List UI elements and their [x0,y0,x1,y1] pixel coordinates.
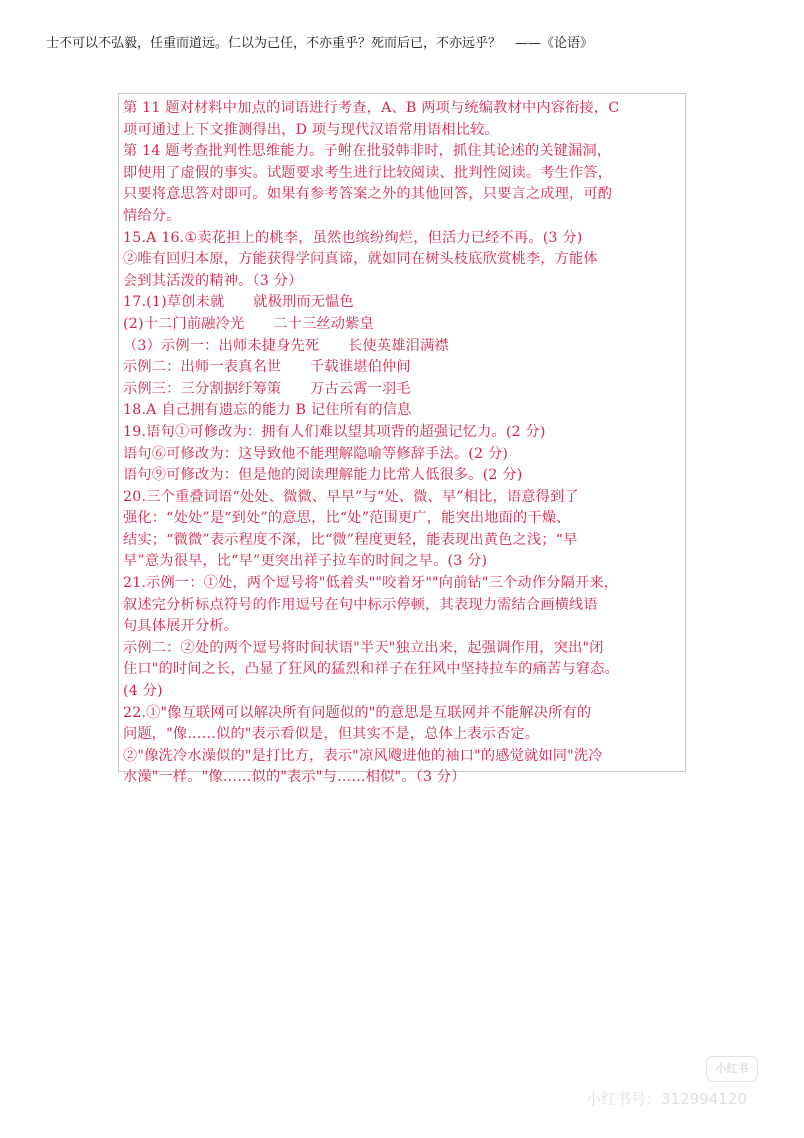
answer-line: (4 分) [123,683,163,700]
answer-line: ②"像洗冷水澡似的"是打比方，表示"凉风飕进他的袖口"的感觉就如同"洗冷 [123,747,603,764]
answer-line: (2)十二门前融冷光 二十三丝动紫皇 [123,315,374,332]
answer-line: 即使用了虚假的事实。试题要求考生进行比较阅读、批判性阅读。考生作答， [123,164,613,181]
answer-line: 情给分。 [123,207,181,224]
answer-line: 语句⑨可修改为：但是他的阅读理解能力比常人低很多。(2 分) [123,467,523,484]
answer-line: 22.①"像互联网可以解决所有问题似的"的意思是互联网并不能解决所有的 [123,704,592,721]
answer-line: 强化：“处处”是“到处”的意思，比“处”范围更广，能突出地面的干燥、 [123,510,571,527]
answer-line: 语句⑥可修改为：这导致他不能理解隐喻等修辞手法。(2 分) [123,445,509,462]
answer-line: 项可通过上下文推测得出，D 项与现代汉语常用语相比较。 [123,121,499,138]
answer-line: 住口"的时间之长，凸显了狂风的猛烈和祥子在狂风中坚持拉车的痛苦与窘态。 [123,661,619,678]
answer-line: 19.语句①可修改为：拥有人们难以望其项背的超强记忆力。(2 分) [123,423,546,440]
answer-line: 15.A 16.①卖花担上的桃李，虽然也缤纷绚烂，但活力已经不再。(3 分) [123,229,583,246]
answer-line: 21.示例一：①处，两个逗号将"低着头""咬着牙""向前钻"三个动作分隔开来， [123,575,619,592]
answer-line: 句具体展开分析。 [123,618,239,635]
watermark-id: 小红书号：312994120 [586,1090,747,1108]
answer-line: 第 11 题对材料中加点的词语进行考查，A、B 两项与统编教材中内容衔接，C [123,100,620,116]
answer-line: ②唯有回归本原，方能获得学问真谛，就如同在树头枝底欣赏桃李，方能体 [123,251,598,268]
answer-line: 示例二：②处的两个逗号将时间状语"半天"独立出来，起强调作用，突出"闭 [123,639,604,656]
answer-line: 水澡"一样。"像……似的"表示"与……相似"。（3 分） [123,769,466,786]
answer-line: 只要将意思答对即可。如果有参考答案之外的其他回答，只要言之成理，可酌 [123,186,613,203]
answer-line: 叙述完分析标点符号的作用逗号在句中标示停顿，其表现力需结合画横线语 [123,596,598,613]
answer-line: 示例三：三分割据纡筹策 万古云霄一羽毛 [123,380,411,397]
answer-line: 第 14 题考查批判性思维能力。子鲋在批驳韩非时，抓住其论述的关键漏洞， [123,143,612,160]
quote-text: 士不可以不弘毅，任重而道远。仁以为己任，不亦重乎？死而后已，不亦远乎？ [46,36,502,51]
answer-line: 会到其活泼的精神。（3 分） [123,272,303,289]
header-quote [46,32,593,51]
answer-line: （3）示例一：出师未捷身先死 长使英雄泪满襟 [123,337,449,354]
answer-line: 18.A 自己拥有遗忘的能力 B 记住所有的信息 [123,402,412,419]
quote-source: ——《论语》 [515,36,594,51]
answer-key-box [118,93,686,786]
answer-line: 结实；“微微”表示程度不深，比“微”程度更轻，能表现出黄色之浅；“早 [123,531,578,548]
answer-line: 问题，"像……似的"表示看似是，但其实不是，总体上表示否定。 [123,726,540,743]
answer-line: 17.(1)草创未就 就极刑而无愠色 [123,294,354,311]
answer-line: 20.三个重叠词语“处处、微微、早早”与“处、微、早”相比，语意得到了 [123,488,579,505]
answer-line: 示例二：出师一表真名世 千载谁堪伯仲间 [123,359,411,376]
answer-line: 早”意为很早，比“早”更突出祥子拉车的时间之早。(3 分) [123,553,488,570]
watermark-logo: 小红书 [706,1056,758,1082]
